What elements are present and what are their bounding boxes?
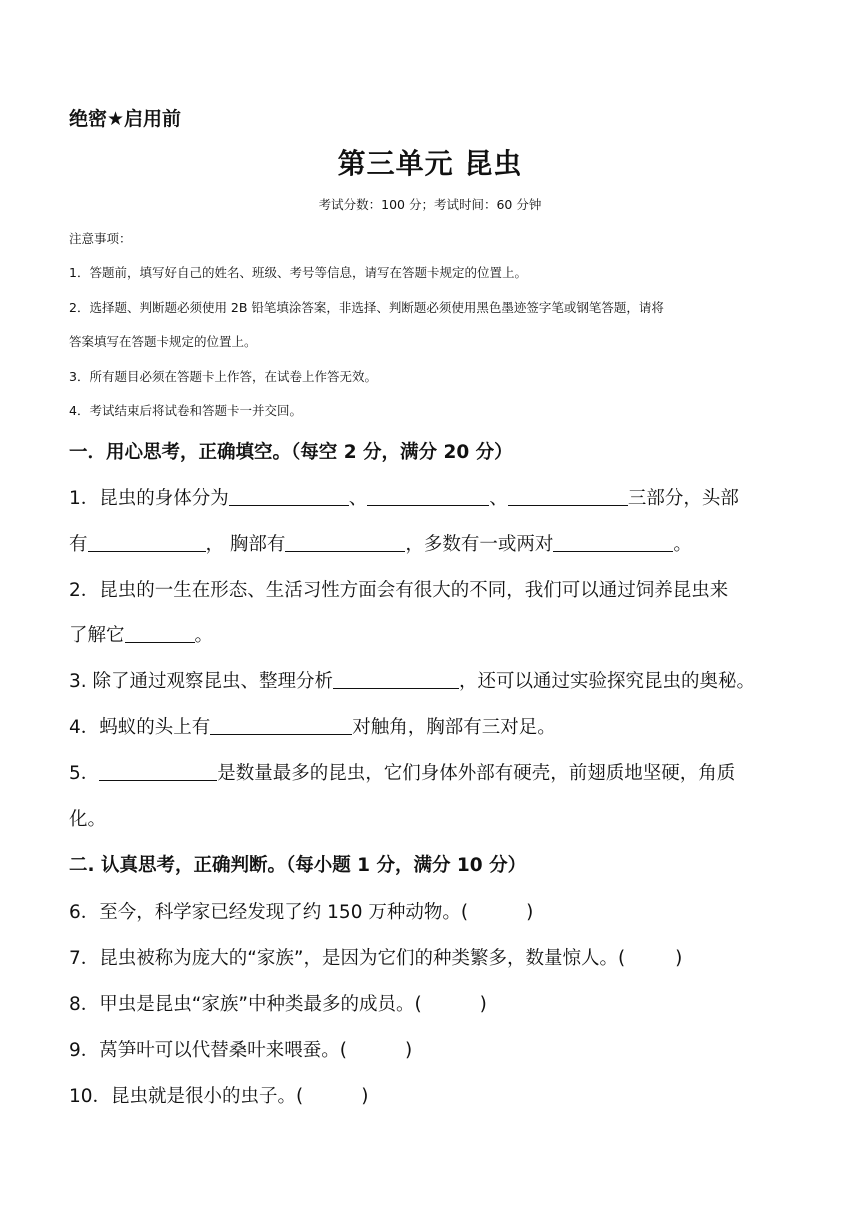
question-text: 。 xyxy=(194,625,214,646)
question-5-line-1 xyxy=(69,759,735,785)
answer-blank[interactable] xyxy=(367,486,489,506)
question-3 xyxy=(69,667,755,693)
answer-blank[interactable] xyxy=(508,486,628,506)
question-text: 是数量最多的昆虫，它们身体外部有硬壳，前翅质地坚硬，角质 xyxy=(217,763,736,784)
question-5-line-2: 化。 xyxy=(69,809,107,830)
question-text: 1．昆虫的身体分为 xyxy=(69,488,229,509)
question-6 xyxy=(69,898,533,924)
question-text: 10．昆虫就是很小的虫子。( xyxy=(69,1086,304,1107)
question-text: 4．蚂蚁的头上有 xyxy=(69,717,211,738)
notice-title: 注意事项： xyxy=(69,231,132,246)
question-1-line-2 xyxy=(69,530,692,556)
question-text: 、 xyxy=(489,488,508,509)
page-title: 第三单元 昆虫 xyxy=(337,147,523,180)
question-text: 7．昆虫被称为庞大的“家族”，是因为它们的种类繁多，数量惊人。( xyxy=(69,948,626,969)
answer-blank[interactable] xyxy=(333,669,459,689)
section-heading-judge: 二. 认真思考，正确判断。（每小题 1 分，满分 10 分） xyxy=(69,855,527,876)
notice-item: 3．所有题目必须在答题卡上作答，在试卷上作答无效。 xyxy=(69,369,377,384)
notice-item: 1．答题前，填写好自己的姓名、班级、考号等信息，请写在答题卡规定的位置上。 xyxy=(69,265,527,280)
section-heading-fill: 一．用心思考，正确填空。（每空 2 分，满分 20 分） xyxy=(69,442,513,463)
question-1-line-1 xyxy=(69,484,739,510)
question-7 xyxy=(69,944,682,970)
notice-item: 答案填写在答题卡规定的位置上。 xyxy=(69,334,257,349)
close-paren: ) xyxy=(675,948,683,969)
question-text: 有 xyxy=(69,534,88,555)
question-text: 8．甲虫是昆虫“家族”中种类最多的成员。( xyxy=(69,994,422,1015)
answer-blank[interactable] xyxy=(285,532,405,552)
question-4 xyxy=(69,713,556,739)
question-text: 5． xyxy=(69,763,100,784)
question-9 xyxy=(69,1036,412,1062)
question-text: 三部分，头部 xyxy=(627,488,739,509)
exam-info: 考试分数：100 分；考试时间：60 分钟 xyxy=(318,197,542,212)
answer-blank[interactable] xyxy=(99,761,217,781)
answer-blank[interactable] xyxy=(210,715,352,735)
notice-item: 2．选择题、判断题必须使用 2B 铅笔填涂答案，非选择、判断题必须使用黑色墨迹签字笔或钢笔答题，请将 xyxy=(69,300,664,315)
question-text: 9．莴笋叶可以代替桑叶来喂蚕。( xyxy=(69,1040,347,1061)
answer-blank[interactable] xyxy=(88,532,206,552)
question-8 xyxy=(69,990,487,1016)
question-text: 3. 除了通过观察昆虫、整理分析 xyxy=(69,671,334,692)
secret-label: 绝密★启用前 xyxy=(69,108,182,130)
notice-item: 4．考试结束后将试卷和答题卡一并交回。 xyxy=(69,403,302,418)
question-text: ，多数有一或两对 xyxy=(405,534,554,555)
question-text: 了解它 xyxy=(69,625,125,646)
question-text: ，还可以通过实验探究昆虫的奥秘。 xyxy=(459,671,756,692)
answer-blank[interactable] xyxy=(229,486,349,506)
question-text: 、 xyxy=(348,488,368,509)
question-2-line-1: 2．昆虫的一生在形态、生活习性方面会有很大的不同，我们可以通过饲养昆虫来 xyxy=(69,580,729,601)
question-text: ， 胸部有 xyxy=(205,534,286,555)
close-paren: ) xyxy=(479,994,487,1015)
close-paren: ) xyxy=(526,902,534,923)
question-2-line-2 xyxy=(69,621,213,647)
question-text: 6．至今，科学家已经发现了约 150 万种动物。( xyxy=(69,902,469,923)
question-text: 。 xyxy=(673,534,692,555)
question-10 xyxy=(69,1082,368,1108)
answer-blank[interactable] xyxy=(553,532,673,552)
question-text: 对触角，胸部有三对足。 xyxy=(352,717,556,738)
close-paren: ) xyxy=(405,1040,413,1061)
close-paren: ) xyxy=(361,1086,369,1107)
answer-blank[interactable] xyxy=(125,623,195,643)
